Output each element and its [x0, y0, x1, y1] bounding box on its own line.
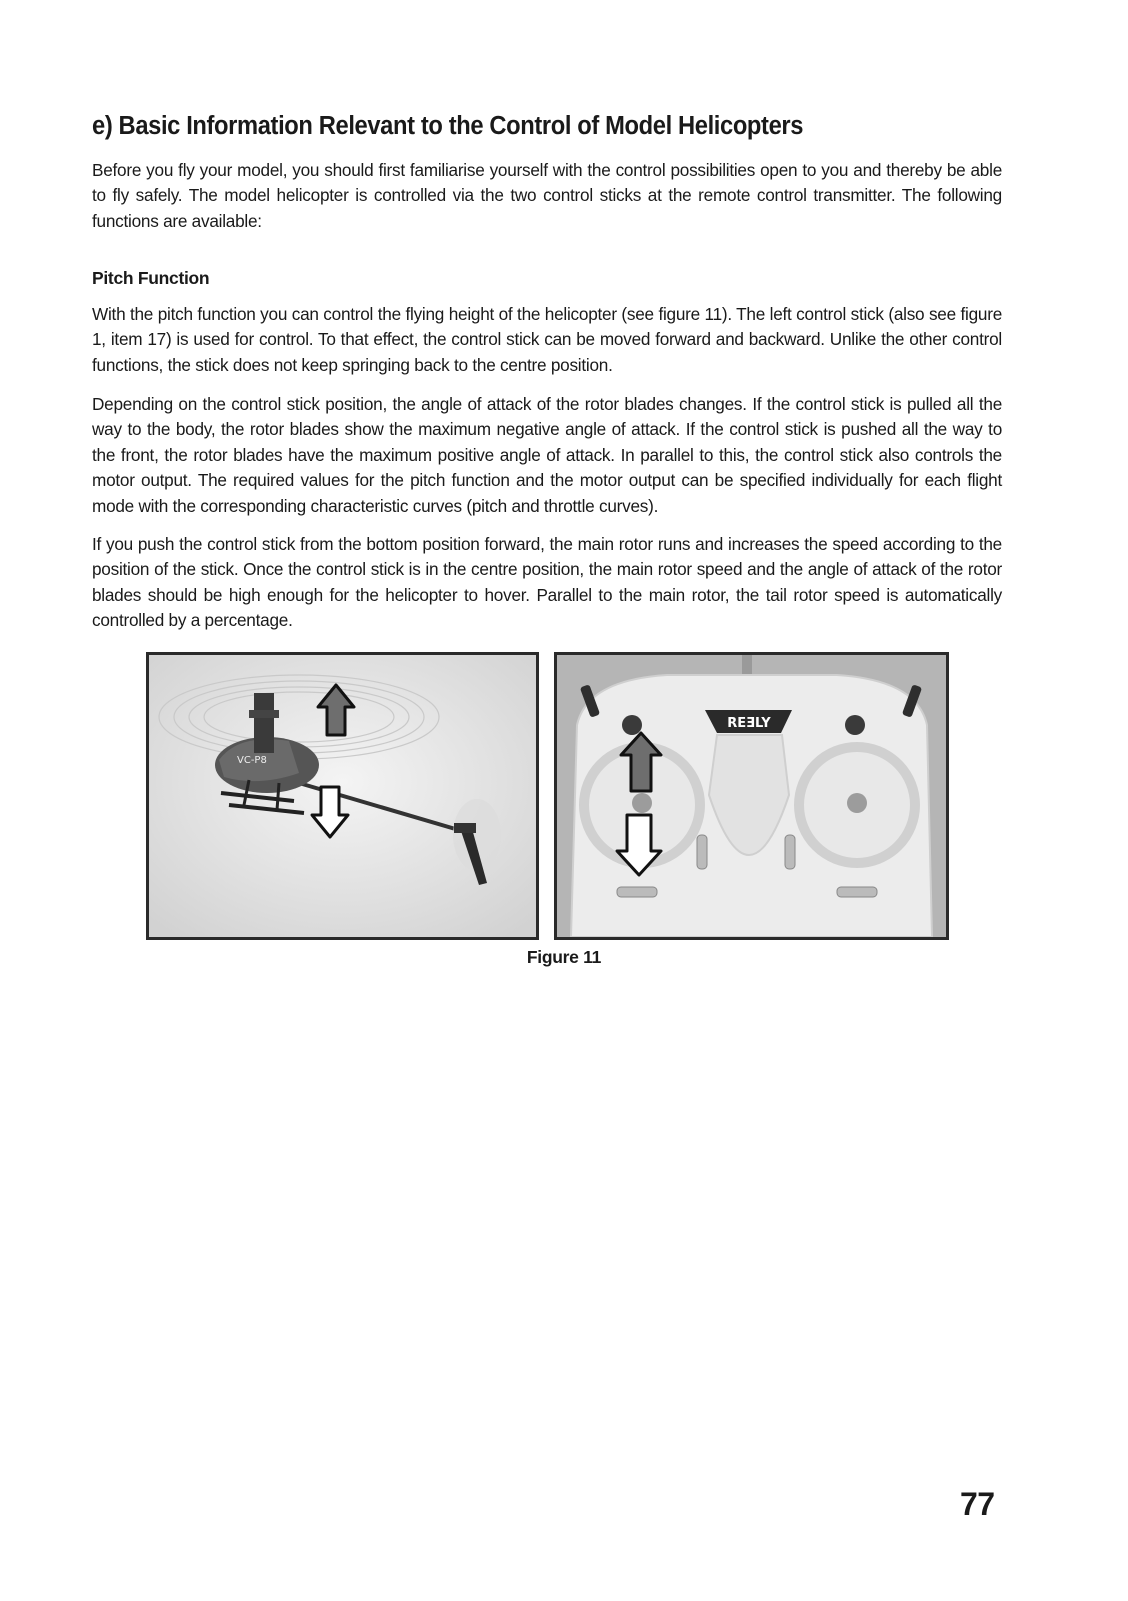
pitch-paragraph-2: Depending on the control stick position, the angle of attack of the rotor blades changes. If the control stick is pulled all the way to the body, the rotor blades show the maximum negative angle of attack. If the control stick is pushed all the way to the front, the rotor blades have the maximum positive angle of attack. In parallel to this, the control stick also controls the motor output. The required values for the pitch function and the motor output can be specified individually for each flight mode with the corresponding characteristic curves (pitch and throttle curves).: [92, 394, 1002, 516]
transmitter-brand: REƎLY: [727, 716, 771, 731]
section-title: e) Basic Information Relevant to the Control of Model Helicopters: [92, 112, 804, 140]
pitch-paragraph-1: With the pitch function you can control the flying height of the helicopter (see figure 11). The left control stick (also see figure 1, item 17) is used for control. To that effect, the control stick can be moved forward and backward. Unlike the other control functions, the stick does not keep springing back to the centre position.: [92, 304, 1002, 375]
figure-caption: Figure 11: [526, 947, 602, 967]
helicopter-label: VC-P8: [237, 755, 267, 766]
page-number: 77: [960, 1486, 995, 1522]
pitch-paragraph-3: If you push the control stick from the bottom position forward, the main rotor runs and increases the speed according to the position of the stick. Once the control stick is in the centre position, the main rotor speed and the angle of attack of the rotor blades should be high enough for the helicopter to hover. Parallel to the main rotor, the tail rotor speed is automatically controlled by a percentage.: [92, 534, 1002, 631]
intro-paragraph: Before you fly your model, you should first familiarise yourself with the control possibilities open to you and thereby be able to fly safely. The model helicopter is controlled via the two control sticks at the remote control transmitter. The following functions are available:: [92, 160, 1002, 231]
transmitter-photo: [554, 652, 949, 940]
pitch-function-heading: Pitch Function: [92, 268, 210, 288]
helicopter-photo: [146, 652, 539, 940]
